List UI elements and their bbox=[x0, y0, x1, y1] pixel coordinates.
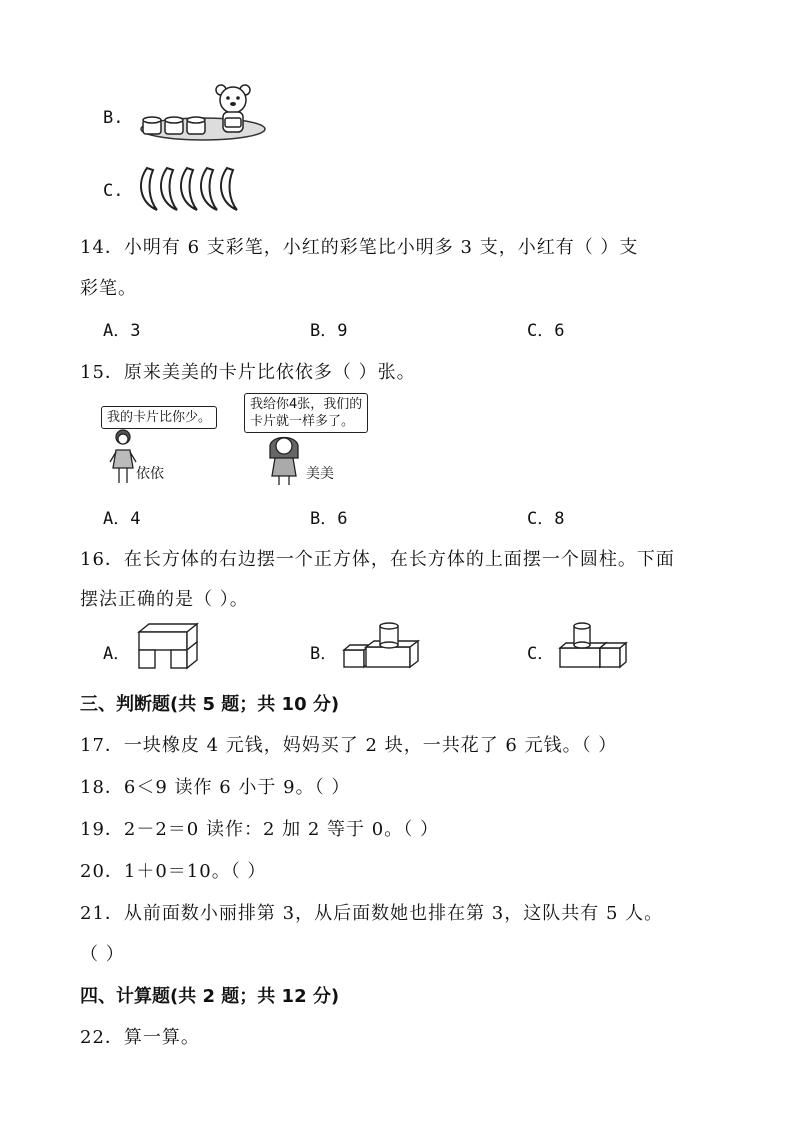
question-14-option-c: C．6 bbox=[527, 321, 565, 341]
name-yiyi: 依依 bbox=[136, 466, 164, 482]
question-21-answer-paren: （ ） bbox=[80, 944, 125, 965]
speech-bubble-meimei-line1: 我给你4张，我们的 bbox=[250, 397, 363, 412]
speech-bubble-meimei bbox=[244, 393, 368, 433]
question-16-option-a: A． bbox=[103, 644, 131, 664]
question-19: 19．2－2＝0 读作：2 加 2 等于 0。（ ） bbox=[80, 819, 439, 840]
question-16-option-c: C． bbox=[527, 644, 555, 664]
question-16-line2: 摆法正确的是（ ）。 bbox=[80, 589, 249, 610]
question-14-option-b: B．9 bbox=[310, 321, 348, 341]
question-14-line2: 彩笔。 bbox=[80, 278, 137, 299]
shape-arrangement-b bbox=[342, 620, 424, 670]
name-meimei: 美美 bbox=[306, 466, 334, 482]
question-15-text: 15．原来美美的卡片比依依多（ ）张。 bbox=[80, 362, 416, 383]
question-15-option-a: A．4 bbox=[103, 509, 141, 529]
girl-yiyi-illustration bbox=[108, 428, 138, 488]
girl-meimei-illustration bbox=[266, 430, 302, 488]
question-15-option-b: B．6 bbox=[310, 509, 348, 529]
section-3-heading: 三、判断题(共 5 题；共 10 分) bbox=[80, 694, 340, 715]
question-17: 17．一块橡皮 4 元钱，妈妈买了 2 块，一共花了 6 元钱。（ ） bbox=[80, 735, 618, 756]
option-b-label: B. bbox=[103, 108, 124, 128]
question-20: 20．1＋0＝10。（ ） bbox=[80, 861, 267, 882]
question-18: 18．6＜9 读作 6 小于 9。（ ） bbox=[80, 777, 351, 798]
question-21: 21．从前面数小丽排第 3，从后面数她也排在第 3，这队共有 5 人。 bbox=[80, 903, 664, 924]
bananas-picture bbox=[135, 162, 245, 214]
speech-bubble-yiyi: 我的卡片比你少。 bbox=[101, 406, 217, 429]
shape-arrangement-c bbox=[558, 620, 630, 670]
speech-bubble-meimei-line2: 卡片就一样多了。 bbox=[250, 414, 355, 429]
bear-jars-picture bbox=[135, 84, 265, 144]
question-14-option-a: A．3 bbox=[103, 321, 141, 341]
section-4-heading: 四、计算题(共 2 题；共 12 分) bbox=[80, 986, 340, 1007]
question-22: 22．算一算。 bbox=[80, 1027, 200, 1048]
question-15-option-c: C．8 bbox=[527, 509, 565, 529]
question-16-option-b: B． bbox=[310, 644, 338, 664]
option-c-label: C. bbox=[103, 181, 124, 201]
question-16-line1: 16．在长方体的右边摆一个正方体，在长方体的上面摆一个圆柱。下面 bbox=[80, 549, 675, 570]
shape-arrangement-a bbox=[135, 620, 200, 672]
question-14-line1: 14．小明有 6 支彩笔，小红的彩笔比小明多 3 支，小红有（ ）支 bbox=[80, 237, 639, 258]
